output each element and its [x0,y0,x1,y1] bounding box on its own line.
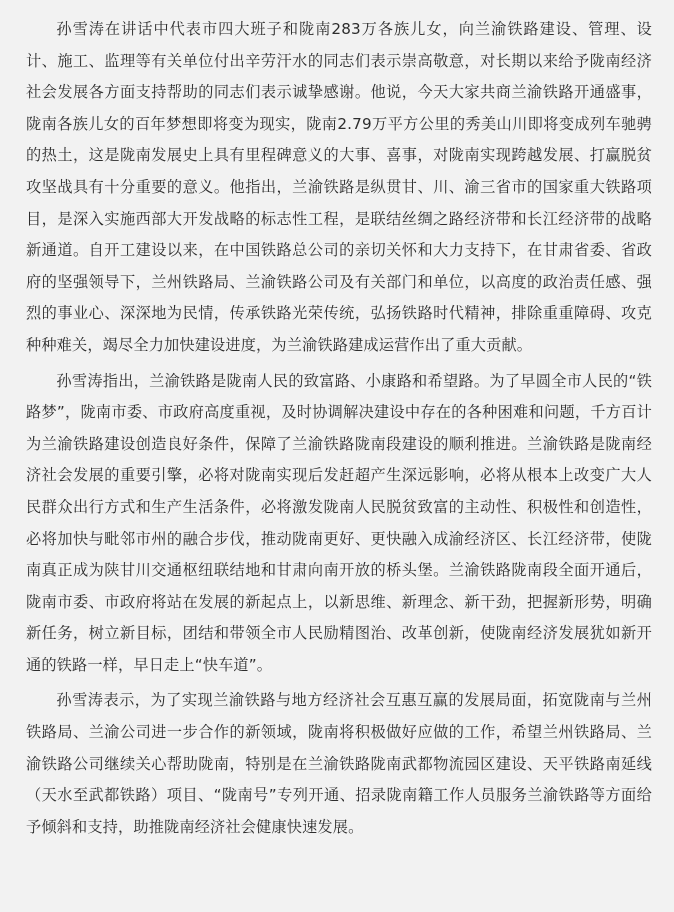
article-paragraph-3: 孙雪涛表示，为了实现兰渝铁路与地方经济社会互惠互赢的发展局面，拓宽陇南与兰州铁路局、兰渝公司进一步合作的新领域，陇南将积极做好应做的工作，希望兰州铁路局、兰渝铁路公司继续关心帮助陇南，特别是在兰渝铁路陇南武都物流园区建设、天平铁路南延线（天水至武都铁路）项目、“陇南号”专列开通、招录陇南籍工作人员服务兰渝铁路等方面给予倾斜和支持，助推陇南经济社会健康快速发展。 [26,691,652,836]
article-body [26,14,652,843]
article-paragraph-2: 孙雪涛指出，兰渝铁路是陇南人民的致富路、小康路和希望路。为了早圆全市人民的“铁路梦”，陇南市委、市政府高度重视，及时协调解决建设中存在的各种困难和问题，千方百计为兰渝铁路建设创造良好条件，保障了兰渝铁路陇南段建设的顺利推进。兰渝铁路是陇南经济社会发展的重要引擎，必将对陇南实现后发赶超产生深远影响，必将从根本上改变广大人民群众出行方式和生产生活条件，必将激发陇南人民脱贫致富的主动性、积极性和创造性，必将加快与毗邻市州的融合步伐，推动陇南更好、更快融入成渝经济区、长江经济带，使陇南真正成为陕甘川交通枢纽联结地和甘肃向南开放的桥头堡。兰渝铁路陇南段全面开通后，陇南市委、市政府将站在发展的新起点上，以新思维、新理念、新干劲，把握新形势，明确新任务，树立新目标，团结和带领全市人民励精图治、改革创新，使陇南经济发展犹如新开通的铁路一样，早日走上“快车道”。 [26,371,652,674]
article-paragraph-1: 孙雪涛在讲话中代表市四大班子和陇南283万各族儿女，向兰渝铁路建设、管理、设计、施工、监理等有关单位付出辛劳汗水的同志们表示崇高敬意，对长期以来给予陇南经济社会发展各方面支持帮助的同志们表示诚挚感谢。他说，今天大家共商兰渝铁路开通盛事，陇南各族儿女的百年梦想即将变为现实，陇南2.79万平方公里的秀美山川即将变成列车驰骋的热土，这是陇南发展史上具有里程碑意义的大事、喜事，对陇南实现跨越发展、打赢脱贫攻坚战具有十分重要的意义。他指出，兰渝铁路是纵贯甘、川、渝三省市的国家重大铁路项目，是深入实施西部大开发战略的标志性工程，是联结丝绸之路经济带和长江经济带的战略新通道。自开工建设以来，在中国铁路总公司的亲切关怀和大力支持下，在甘肃省委、省政府的坚强领导下，兰州铁路局、兰渝铁路公司及有关部门和单位，以高度的政治责任感、强烈的事业心、深深地为民情，传承铁路光荣传统，弘扬铁路时代精神，排除重重障碍、攻克种种难关，竭尽全力加快建设进度，为兰渝铁路建成运营作出了重大贡献。 [26,20,652,354]
